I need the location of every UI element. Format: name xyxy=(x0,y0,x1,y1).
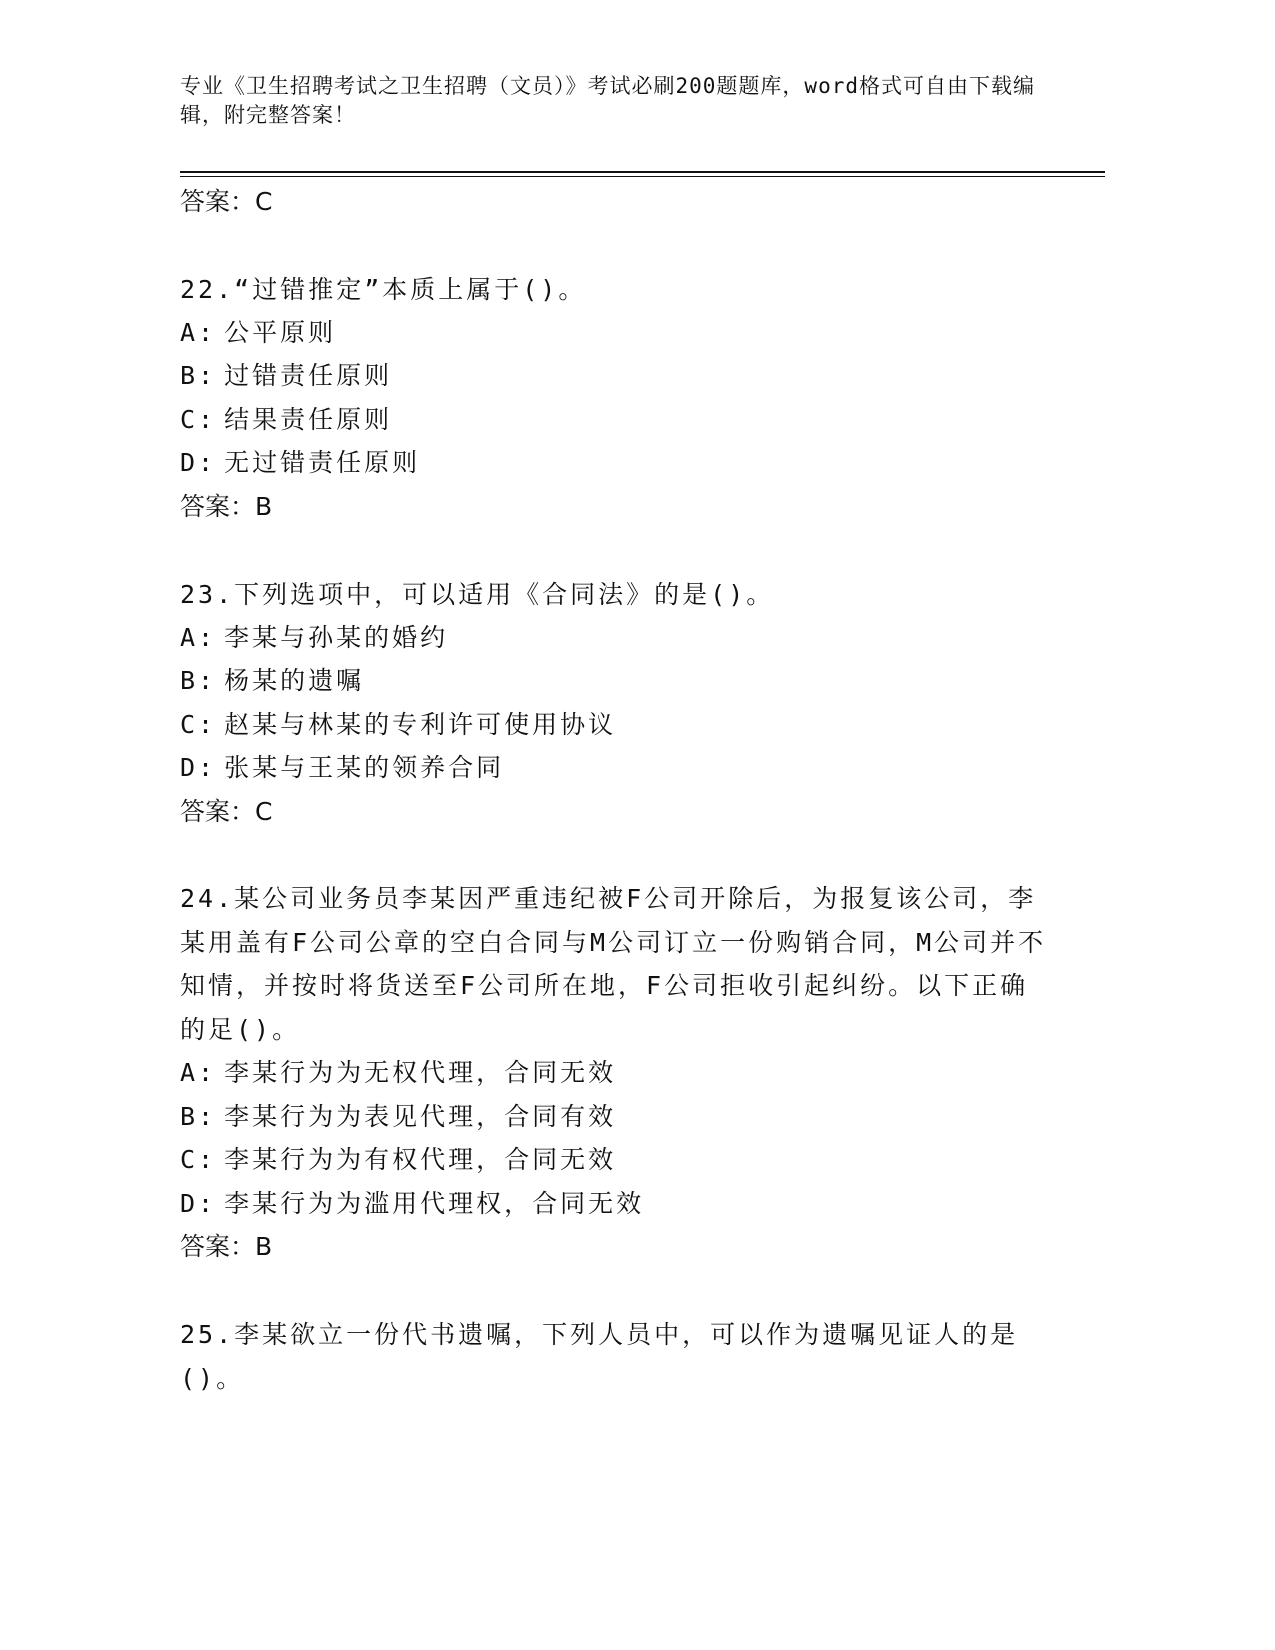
option-letter: C: xyxy=(180,710,217,739)
header-rule-thin xyxy=(180,176,1105,177)
question-23-option-a xyxy=(180,622,1050,654)
option-text: 过错责任原则 xyxy=(224,361,393,390)
option-text: 李某行为为有权代理，合同无效 xyxy=(224,1145,617,1174)
answer-previous: 答案：C xyxy=(180,187,273,216)
option-text: 李某与孙某的婚约 xyxy=(224,623,449,652)
question-23-option-c xyxy=(180,709,1050,741)
option-text: 李某行为为滥用代理权，合同无效 xyxy=(224,1189,645,1218)
option-letter: D: xyxy=(180,1189,217,1218)
question-24-option-c xyxy=(180,1144,1050,1176)
question-24-stem: 24.某公司业务员李某因严重违纪被F公司开除后，为报复该公司，李某用盖有F公司公章的空白合同与M公司订立一份购销合同，M公司并不知情，并按时将货送至F公司所在地，F公司拒收引起纠纷。以下正确的足()。 xyxy=(180,884,1047,1044)
question-24-option-b xyxy=(180,1101,1050,1133)
question-22-option-d xyxy=(180,447,1050,479)
question-24-option-a xyxy=(180,1057,1050,1089)
option-letter: D: xyxy=(180,753,217,782)
option-letter: C: xyxy=(180,405,217,434)
question-24-option-d xyxy=(180,1188,1050,1220)
question-23-option-d xyxy=(180,752,1050,784)
question-23-stem: 23.下列选项中，可以适用《合同法》的是()。 xyxy=(180,580,775,609)
option-letter: C: xyxy=(180,1145,217,1174)
option-letter: A: xyxy=(180,623,217,652)
question-22-option-b xyxy=(180,360,1050,392)
option-letter: B: xyxy=(180,1102,217,1131)
option-text: 杨某的遗嘱 xyxy=(224,666,365,695)
question-22-option-a xyxy=(180,317,1050,349)
option-text: 李某行为为表见代理，合同有效 xyxy=(224,1102,617,1131)
question-22-stem: 22.“过错推定”本质上属于()。 xyxy=(180,275,587,304)
option-letter: B: xyxy=(180,666,217,695)
option-text: 赵某与林某的专利许可使用协议 xyxy=(224,710,617,739)
question-25-stem: 25.李某欲立一份代书遗嘱，下列人员中，可以作为遗嘱见证人的是()。 xyxy=(180,1320,1019,1393)
option-letter: D: xyxy=(180,448,217,477)
answer-23: 答案：C xyxy=(180,797,273,826)
option-letter: B: xyxy=(180,361,217,390)
document-header: 专业《卫生招聘考试之卫生招聘（文员）》考试必刷200题题库，word格式可自由下载编辑，附完整答案！ xyxy=(180,74,1035,127)
question-22-option-c xyxy=(180,404,1050,436)
question-23-option-b xyxy=(180,665,1050,697)
option-letter: A: xyxy=(180,318,217,347)
option-text: 张某与王某的领养合同 xyxy=(224,753,505,782)
option-text: 公平原则 xyxy=(224,318,337,347)
option-letter: A: xyxy=(180,1058,217,1087)
answer-24: 答案：B xyxy=(180,1232,273,1261)
option-text: 结果责任原则 xyxy=(224,405,393,434)
answer-22: 答案：B xyxy=(180,492,273,521)
header-rule-thick xyxy=(180,171,1105,173)
option-text: 李某行为为无权代理，合同无效 xyxy=(224,1058,617,1087)
option-text: 无过错责任原则 xyxy=(224,448,421,477)
